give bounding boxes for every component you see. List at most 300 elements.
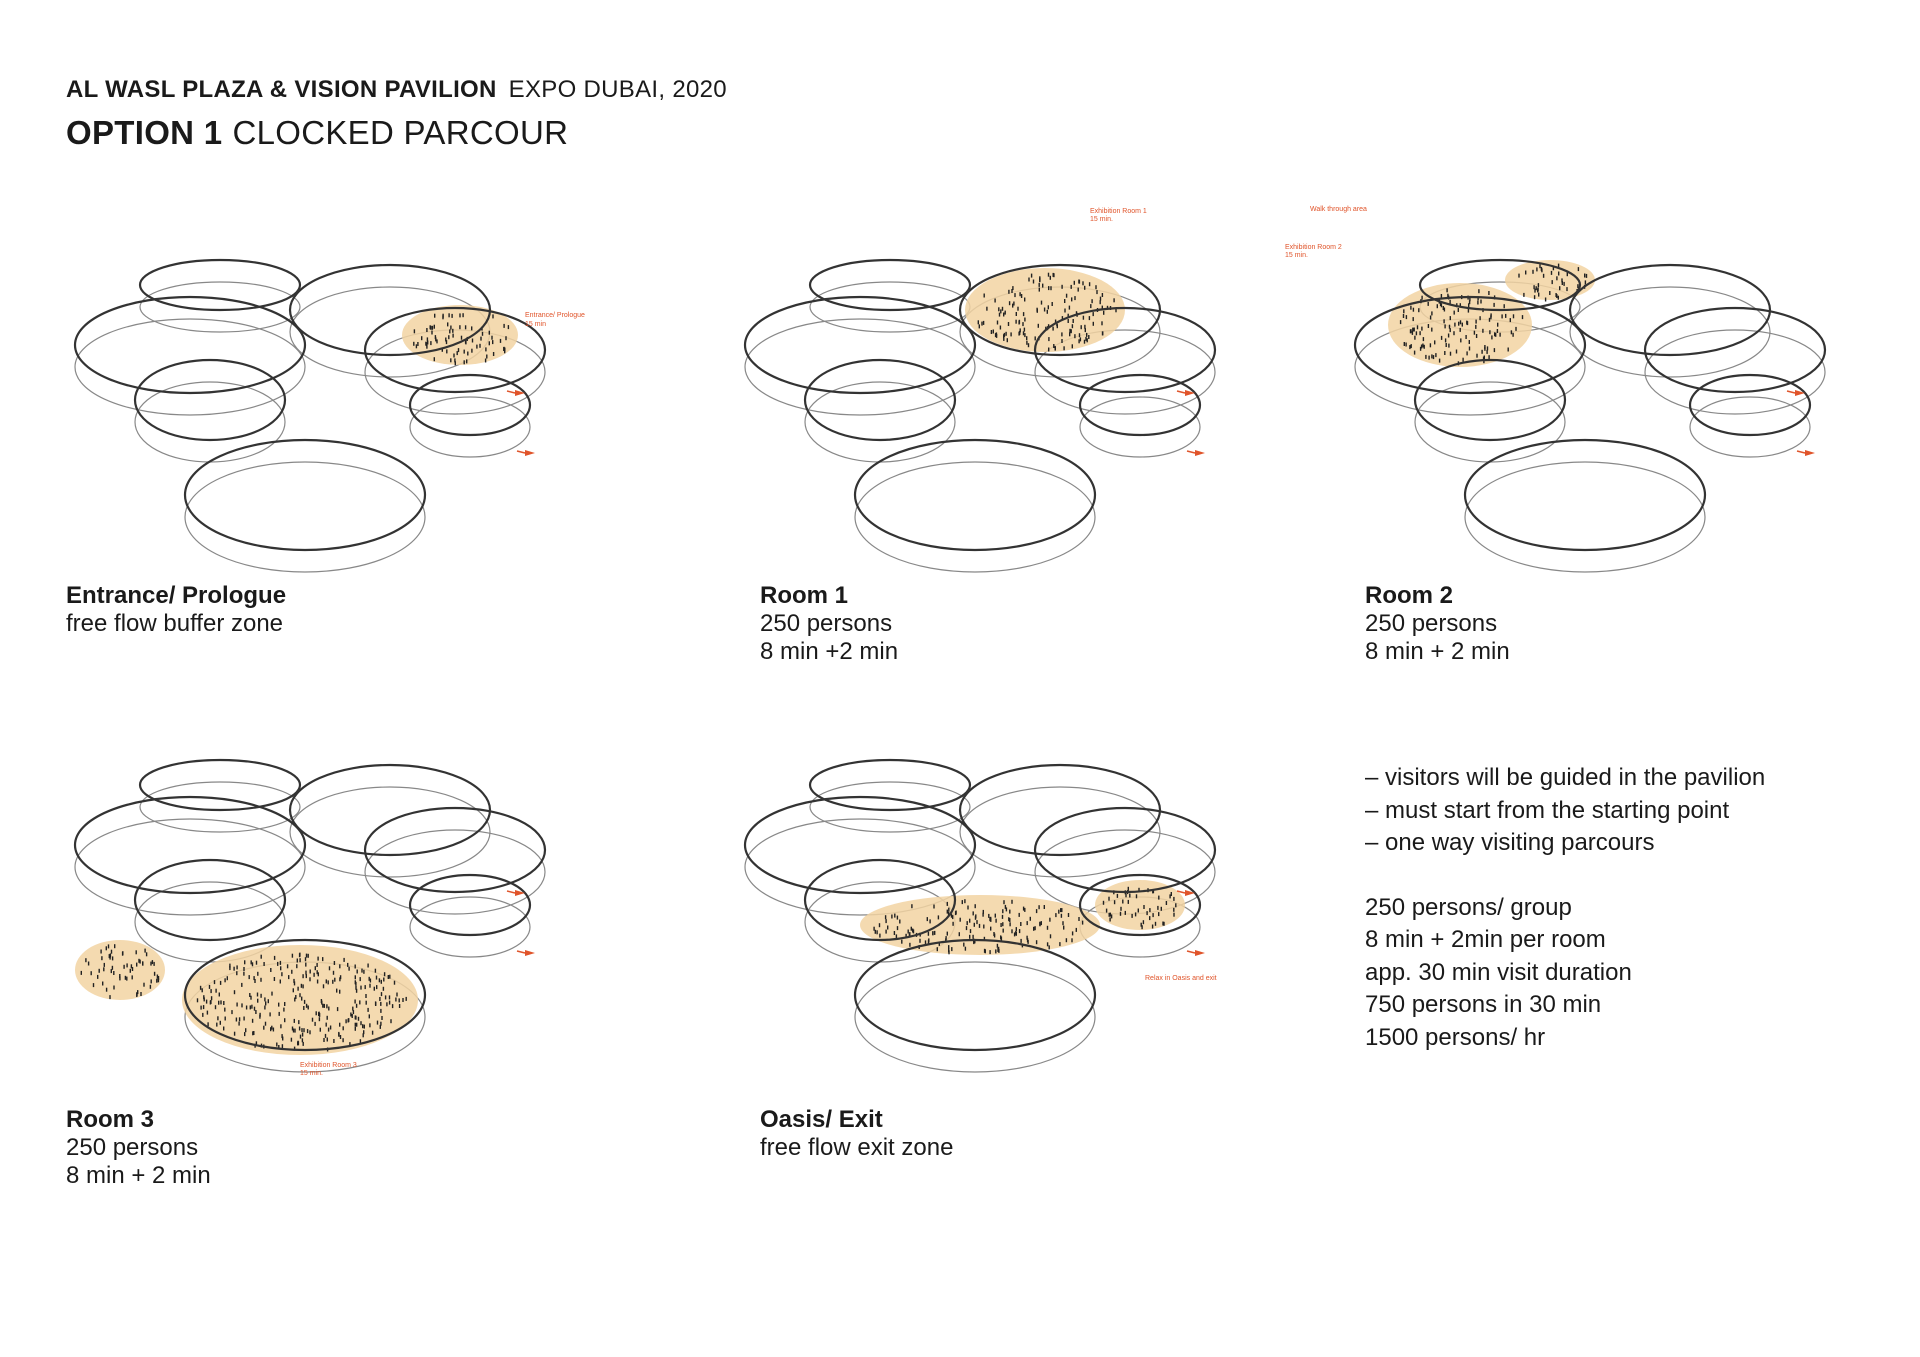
visitor-figure xyxy=(1481,350,1482,354)
visitor-figure xyxy=(491,336,492,340)
note-bullet: – one way visiting parcours xyxy=(1365,829,1655,856)
visitor-figure xyxy=(1476,334,1477,338)
visitor-figure xyxy=(1428,302,1429,306)
visitor-figure xyxy=(1146,911,1147,915)
visitor-figure xyxy=(156,979,157,983)
visitor-figure xyxy=(1000,309,1001,313)
visitor-figure xyxy=(1024,333,1025,337)
visitor-figure xyxy=(1014,932,1015,936)
visitor-figure xyxy=(359,1000,360,1004)
visitor-figure xyxy=(1484,356,1485,360)
visitor-figure xyxy=(994,299,995,303)
visitor-figure xyxy=(1023,331,1024,335)
visitor-figure xyxy=(220,1021,221,1025)
option-name: CLOCKED PARCOUR xyxy=(232,114,569,151)
visitor-figure xyxy=(1497,323,1498,327)
visitor-figure xyxy=(301,984,302,988)
visitor-figure xyxy=(337,1007,338,1011)
visitor-figure xyxy=(1063,926,1064,930)
wall-base xyxy=(1415,382,1565,462)
visitor-figure xyxy=(143,983,144,987)
visitor-figure xyxy=(315,966,316,970)
caption-oasis-exit xyxy=(760,1106,953,1162)
visitor-figure xyxy=(1538,293,1539,297)
visitor-figure xyxy=(1445,338,1446,342)
visitor-figure xyxy=(158,978,159,982)
wall-top xyxy=(1415,360,1565,440)
visitor-figure xyxy=(1441,336,1442,340)
visitor-figure xyxy=(1002,909,1003,913)
visitor-figure xyxy=(342,1038,343,1042)
visitor-figure xyxy=(1039,288,1040,292)
visitor-figure xyxy=(214,980,215,984)
visitor-figure xyxy=(492,340,493,344)
entry-arrow-icon xyxy=(1805,450,1815,456)
visitor-figure xyxy=(1090,304,1091,308)
visitor-figure xyxy=(1494,348,1495,352)
visitor-figure xyxy=(144,949,145,953)
visitor-figure xyxy=(1069,332,1070,336)
visitor-figure xyxy=(367,964,368,968)
visitor-figure xyxy=(280,961,281,965)
pavilion-plan-room-2 xyxy=(1285,206,1900,575)
visitor-figure xyxy=(1071,938,1072,942)
visitor-figure xyxy=(1082,921,1083,925)
visitor-figure xyxy=(1475,320,1476,324)
visitor-figure xyxy=(964,899,965,903)
zone-label: 15 min. xyxy=(1285,252,1308,259)
visitor-figure xyxy=(1479,316,1480,320)
visitor-figure xyxy=(464,350,465,354)
visitor-figure xyxy=(1487,346,1488,350)
visitor-figure xyxy=(376,985,377,989)
visitor-figure xyxy=(1039,278,1040,282)
project-title-location: EXPO DUBAI, 2020 xyxy=(508,76,727,103)
visitor-figure xyxy=(357,970,358,974)
visitor-figure xyxy=(1522,315,1523,319)
visitor-figure xyxy=(1030,917,1031,921)
visitor-figure xyxy=(215,1005,216,1009)
wall-base xyxy=(1570,287,1770,377)
visitor-figure xyxy=(343,958,344,962)
visitor-figure xyxy=(1024,908,1025,912)
visitor-figure xyxy=(379,997,380,1001)
visitor-figure xyxy=(317,970,318,974)
visitor-figure xyxy=(1049,918,1050,922)
wall-top xyxy=(185,440,425,550)
visitor-figure xyxy=(302,984,303,988)
visitor-figure xyxy=(294,981,295,985)
visitor-figure xyxy=(1559,286,1560,290)
visitor-figure xyxy=(316,963,317,967)
visitor-figure xyxy=(110,953,111,957)
visitor-figure xyxy=(993,932,994,936)
visitor-figure xyxy=(390,1019,391,1023)
visitor-figure xyxy=(434,314,435,318)
visitor-figure xyxy=(1475,325,1476,329)
entry-arrow-line xyxy=(1177,391,1185,393)
visitor-figure xyxy=(1403,314,1404,318)
visitor-figure xyxy=(348,967,349,971)
visitor-figure xyxy=(381,980,382,984)
visitor-figure xyxy=(384,972,385,976)
visitor-figure xyxy=(223,1001,224,1005)
visitor-figure xyxy=(132,975,133,979)
visitor-figure xyxy=(152,960,153,964)
visitor-figure xyxy=(1403,309,1404,313)
visitor-figure xyxy=(1061,914,1062,918)
visitor-figure xyxy=(106,946,107,950)
visitor-figure xyxy=(394,981,395,985)
caption-title: Room 2 xyxy=(1365,582,1454,609)
visitor-figure xyxy=(202,988,203,992)
visitor-figure xyxy=(284,1018,285,1022)
visitor-figure xyxy=(1035,336,1036,340)
visitor-figure xyxy=(151,979,152,983)
visitor-figure xyxy=(492,314,493,318)
visitor-figure xyxy=(1113,298,1114,302)
entry-arrow-line xyxy=(517,451,525,453)
visitor-figure xyxy=(1578,267,1579,271)
visitor-figure xyxy=(434,357,435,361)
wall-base xyxy=(805,382,955,462)
visitor-figure xyxy=(1068,913,1069,917)
visitor-figure xyxy=(879,934,880,938)
visitor-figure xyxy=(325,1034,326,1038)
visitor-figure xyxy=(989,950,990,954)
wall-top xyxy=(75,297,305,393)
visitor-figure xyxy=(323,984,324,988)
visitor-figure xyxy=(979,324,980,328)
visitor-figure xyxy=(1484,347,1485,351)
wall-base xyxy=(135,382,285,462)
visitor-figure xyxy=(1428,356,1429,360)
visitor-figure xyxy=(1073,319,1074,323)
visitor-figure xyxy=(1486,350,1487,354)
visitor-figure xyxy=(969,935,970,939)
visitor-figure xyxy=(1497,329,1498,333)
caption-title: Room 3 xyxy=(66,1106,155,1133)
visitor-figure xyxy=(503,324,504,328)
visitor-figure xyxy=(1012,286,1013,290)
visitor-figure xyxy=(1404,342,1405,346)
visitor-figure xyxy=(1169,894,1170,898)
visitor-figure xyxy=(306,954,307,958)
visitor-figure xyxy=(1508,348,1509,352)
visitor-figure xyxy=(1009,910,1010,914)
visitor-figure xyxy=(413,342,414,346)
visitor-figure xyxy=(1141,925,1142,929)
visitor-figure xyxy=(203,1005,204,1009)
visitor-figure xyxy=(1114,900,1115,904)
visitor-figure xyxy=(1041,921,1042,925)
visitor-figure xyxy=(1050,286,1051,290)
entry-arrow-line xyxy=(1187,951,1195,953)
entry-arrow-line xyxy=(1787,391,1795,393)
visitor-figure xyxy=(1489,330,1490,334)
visitor-figure xyxy=(360,1039,361,1043)
entry-arrow-line xyxy=(1797,451,1805,453)
visitor-figure xyxy=(340,1035,341,1039)
visitor-figure xyxy=(909,943,910,947)
visitor-figure xyxy=(309,1030,310,1034)
visitor-figure xyxy=(236,965,237,969)
visitor-figure xyxy=(1488,291,1489,295)
visitor-figure xyxy=(260,978,261,982)
visitor-figure xyxy=(252,1019,253,1023)
visitor-figure xyxy=(1048,337,1049,341)
caption-line: 8 min + 2 min xyxy=(1365,638,1510,665)
visitor-figure xyxy=(292,954,293,958)
visitor-figure xyxy=(108,944,109,948)
visitor-figure xyxy=(417,342,418,346)
visitor-figure xyxy=(389,1001,390,1005)
visitor-figure xyxy=(1545,298,1546,302)
note-bullet: – visitors will be guided in the pavilion xyxy=(1365,764,1766,791)
visitor-figure xyxy=(273,1028,274,1032)
visitor-figure xyxy=(1175,903,1176,907)
visitor-figure xyxy=(1448,334,1449,338)
visitor-figure xyxy=(326,1004,327,1008)
visitor-figure xyxy=(1501,314,1502,318)
visitor-figure xyxy=(336,989,337,993)
visitor-figure xyxy=(280,966,281,970)
visitor-figure xyxy=(1444,351,1445,355)
visitor-figure xyxy=(1437,304,1438,308)
visitor-figure xyxy=(1027,938,1028,942)
visitor-figure xyxy=(1490,315,1491,319)
visitor-figure xyxy=(301,997,302,1001)
wall-top xyxy=(855,940,1095,1050)
visitor-figure xyxy=(299,993,300,997)
visitor-figure xyxy=(372,1031,373,1035)
visitor-figure xyxy=(297,959,298,963)
visitor-figure xyxy=(1031,274,1032,278)
visitor-figure xyxy=(1019,913,1020,917)
visitor-figure xyxy=(243,1017,244,1021)
visitor-figure xyxy=(986,307,987,311)
visitor-figure xyxy=(1469,340,1470,344)
visitor-figure xyxy=(1071,285,1072,289)
visitor-figure xyxy=(995,914,996,918)
visitor-figure xyxy=(1093,312,1094,316)
visitor-figure xyxy=(211,996,212,1000)
visitor-figure xyxy=(1577,284,1578,288)
visitor-figure xyxy=(106,988,107,992)
visitor-figure xyxy=(365,985,366,989)
visitor-figure xyxy=(104,963,105,967)
visitor-figure xyxy=(1053,344,1054,348)
visitor-figure xyxy=(293,1029,294,1033)
visitor-figure xyxy=(885,930,886,934)
visitor-figure xyxy=(111,969,112,973)
visitor-figure xyxy=(1555,293,1556,297)
visitor-figure xyxy=(449,329,450,333)
visitor-figure xyxy=(1084,286,1085,290)
visitor-figure xyxy=(260,994,261,998)
visitor-figure xyxy=(263,962,264,966)
wall-top xyxy=(805,360,955,440)
visitor-figure xyxy=(1033,927,1034,931)
visitor-figure xyxy=(299,1027,300,1031)
visitor-figure xyxy=(1173,913,1174,917)
visitor-figure xyxy=(274,956,275,960)
visitor-figure xyxy=(1460,320,1461,324)
wall-top xyxy=(75,797,305,893)
visitor-figure xyxy=(113,971,114,975)
visitor-figure xyxy=(873,927,874,931)
visitor-figure xyxy=(308,954,309,958)
visitor-figure xyxy=(937,947,938,951)
visitor-figure xyxy=(1078,280,1079,284)
visitor-figure xyxy=(1424,345,1425,349)
caption-title: Oasis/ Exit xyxy=(760,1106,883,1133)
visitor-figure xyxy=(319,1017,320,1021)
visitor-figure xyxy=(1023,312,1024,316)
visitor-figure xyxy=(896,934,897,938)
visitor-figure xyxy=(339,1023,340,1027)
visitor-figure xyxy=(995,949,996,953)
pavilion-body xyxy=(75,760,545,1077)
highlight-zone xyxy=(1095,880,1185,930)
visitor-figure xyxy=(962,900,963,904)
visitor-figure xyxy=(294,1019,295,1023)
visitor-figure xyxy=(1059,942,1060,946)
visitor-figure xyxy=(334,961,335,965)
entry-arrow-icon xyxy=(1195,450,1205,456)
visitor-figure xyxy=(1584,274,1585,278)
visitor-figure xyxy=(1103,311,1104,315)
visitor-figure xyxy=(485,359,486,363)
visitor-figure xyxy=(356,1004,357,1008)
visitor-figure xyxy=(1541,268,1542,272)
visitor-figure xyxy=(109,995,110,999)
visitor-figure xyxy=(304,1000,305,1004)
visitor-figure xyxy=(947,932,948,936)
visitor-figure xyxy=(360,986,361,990)
visitor-figure xyxy=(997,944,998,948)
visitor-figure xyxy=(1078,917,1079,921)
visitor-figure xyxy=(1071,297,1072,301)
visitor-figure xyxy=(1416,331,1417,335)
visitor-figure xyxy=(320,1028,321,1032)
visitor-figure xyxy=(464,360,465,364)
visitor-figure xyxy=(1556,276,1557,280)
visitor-figure xyxy=(948,948,949,952)
visitor-figure xyxy=(899,920,900,924)
visitor-figure xyxy=(383,987,384,991)
visitor-figure xyxy=(150,985,151,989)
visitor-figure xyxy=(1431,354,1432,358)
visitor-figure xyxy=(1157,906,1158,910)
visitor-figure xyxy=(963,943,964,947)
visitor-figure xyxy=(1552,280,1553,284)
visitor-figure xyxy=(1093,322,1094,326)
visitor-figure xyxy=(1491,335,1492,339)
visitor-figure xyxy=(1078,288,1079,292)
visitor-figure xyxy=(970,929,971,933)
visitor-figure xyxy=(947,910,948,914)
visitor-figure xyxy=(1103,901,1104,905)
zone-label: Entrance/ Prologue xyxy=(525,312,585,319)
visitor-figure xyxy=(219,993,220,997)
pavilion-body xyxy=(745,760,1217,1072)
visitor-figure xyxy=(1064,299,1065,303)
caption-line: 8 min + 2 min xyxy=(66,1162,211,1189)
visitor-figure xyxy=(241,983,242,987)
visitor-figure xyxy=(1085,337,1086,341)
visitor-figure xyxy=(370,979,371,983)
visitor-figure xyxy=(1005,332,1006,336)
visitor-figure xyxy=(1129,894,1130,898)
visitor-figure xyxy=(392,1004,393,1008)
visitor-figure xyxy=(1551,271,1552,275)
visitor-figure xyxy=(1152,925,1153,929)
visitor-figure xyxy=(1534,289,1535,293)
visitor-figure xyxy=(326,979,327,983)
visitor-figure xyxy=(402,998,403,1002)
visitor-figure xyxy=(1428,324,1429,328)
visitor-figure xyxy=(1543,274,1544,278)
visitor-figure xyxy=(326,1023,327,1027)
visitor-figure xyxy=(100,950,101,954)
visitor-figure xyxy=(1042,284,1043,288)
visitor-figure xyxy=(103,967,104,971)
visitor-figure xyxy=(1016,932,1017,936)
zone-label: 15 min xyxy=(525,321,547,328)
visitor-figure xyxy=(1012,304,1013,308)
note-stat: 250 persons/ group xyxy=(1365,893,1572,921)
visitor-figure xyxy=(314,1022,315,1026)
visitor-figure xyxy=(1525,271,1526,275)
visitor-figure xyxy=(1024,298,1025,302)
visitor-figure xyxy=(243,972,244,976)
visitor-figure xyxy=(137,990,138,994)
zone-label: Exhibition Room 1 xyxy=(1090,208,1147,215)
visitor-figure xyxy=(1173,897,1174,901)
visitor-figure xyxy=(1125,911,1126,915)
wall-base xyxy=(745,319,975,415)
visitor-figure xyxy=(1002,307,1003,311)
visitor-figure xyxy=(1586,274,1587,278)
visitor-figure xyxy=(1460,328,1461,332)
visitor-figure xyxy=(257,999,258,1003)
zone-label: Walk through area xyxy=(1310,206,1367,213)
visitor-figure xyxy=(146,952,147,956)
project-title-main: AL WASL PLAZA & VISION PAVILION xyxy=(66,76,497,103)
visitor-figure xyxy=(1478,289,1479,293)
visitor-figure xyxy=(280,1024,281,1028)
option-number: OPTION 1 xyxy=(66,114,223,151)
visitor-figure xyxy=(355,1023,356,1027)
visitor-figure xyxy=(927,917,928,921)
visitor-figure xyxy=(984,294,985,298)
visitor-figure xyxy=(1488,355,1489,359)
visitor-figure xyxy=(1558,272,1559,276)
visitor-figure xyxy=(1405,343,1406,347)
visitor-figure xyxy=(308,1006,309,1010)
visitor-figure xyxy=(291,1038,292,1042)
visitor-figure xyxy=(1109,918,1110,922)
visitor-figure xyxy=(299,953,300,957)
visitor-figure xyxy=(1122,900,1123,904)
visitor-figure xyxy=(885,915,886,919)
visitor-figure xyxy=(1008,917,1009,921)
visitor-figure xyxy=(294,1029,295,1033)
visitor-figure xyxy=(1014,293,1015,297)
visitor-figure xyxy=(111,950,112,954)
visitor-figure xyxy=(480,337,481,341)
